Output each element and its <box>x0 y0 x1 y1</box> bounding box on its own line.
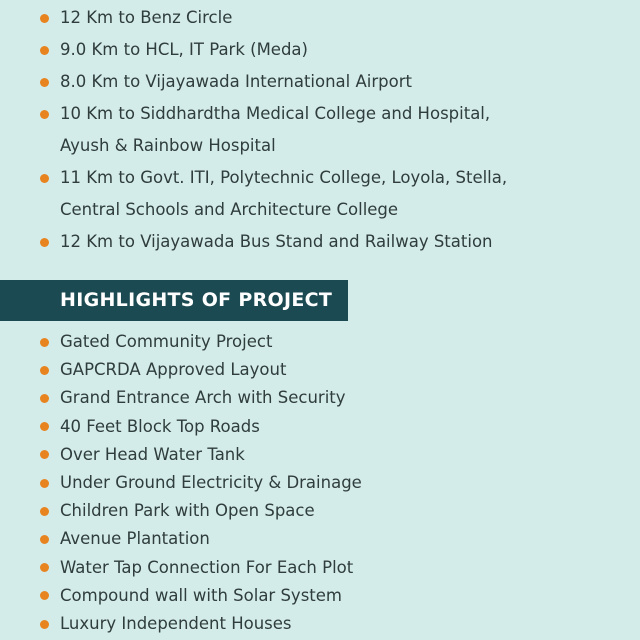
highlight-item-text: Over Head Water Tank <box>60 444 245 464</box>
bullet-dot-icon <box>40 46 49 55</box>
connectivity-item <box>60 34 507 66</box>
connectivity-item-text-continued: Central Schools and Architecture College <box>60 200 399 219</box>
highlight-item <box>60 610 362 638</box>
highlights-list <box>60 328 362 638</box>
connectivity-item-text: 12 Km to Benz Circle <box>60 8 233 27</box>
highlights-heading-bar <box>0 280 348 321</box>
connectivity-item <box>60 66 507 98</box>
highlight-item-text: GAPCRDA Approved Layout <box>60 360 287 380</box>
highlight-item-text: Avenue Plantation <box>60 529 210 549</box>
connectivity-item-text: 8.0 Km to Vijayawada International Airport <box>60 72 412 91</box>
connectivity-item-text-continued: Ayush & Rainbow Hospital <box>60 136 276 155</box>
connectivity-item <box>60 2 507 34</box>
highlight-item <box>60 497 362 525</box>
bullet-dot-icon <box>40 563 49 572</box>
bullet-dot-icon <box>40 591 49 600</box>
bullet-dot-icon <box>40 450 49 459</box>
connectivity-item <box>60 162 507 226</box>
bullet-dot-icon <box>40 110 49 119</box>
bullet-dot-icon <box>40 394 49 403</box>
bullet-dot-icon <box>40 620 49 629</box>
highlight-item <box>60 469 362 497</box>
bullet-dot-icon <box>40 78 49 87</box>
highlight-item <box>60 328 362 356</box>
bullet-dot-icon <box>40 507 49 516</box>
connectivity-list <box>60 2 507 258</box>
connectivity-item-text: 12 Km to Vijayawada Bus Stand and Railway Station <box>60 232 493 251</box>
highlight-item <box>60 384 362 412</box>
highlight-item <box>60 525 362 553</box>
highlight-item <box>60 441 362 469</box>
highlights-heading: HIGHLIGHTS OF PROJECT <box>60 289 333 311</box>
connectivity-item-text: 9.0 Km to HCL, IT Park (Meda) <box>60 40 308 59</box>
highlight-item-text: Children Park with Open Space <box>60 501 315 521</box>
highlight-item-text: Grand Entrance Arch with Security <box>60 388 346 408</box>
bullet-dot-icon <box>40 14 49 23</box>
highlight-item <box>60 554 362 582</box>
connectivity-item-text: 10 Km to Siddhardtha Medical College and Hospital, <box>60 104 491 123</box>
connectivity-item <box>60 226 507 258</box>
highlight-item-text: Luxury Independent Houses <box>60 614 292 634</box>
connectivity-item-text: 11 Km to Govt. ITI, Polytechnic College, Loyola, Stella, <box>60 168 508 187</box>
bullet-dot-icon <box>40 338 49 347</box>
highlight-item <box>60 356 362 384</box>
highlight-item <box>60 413 362 441</box>
highlight-item-text: 40 Feet Block Top Roads <box>60 416 260 436</box>
bullet-dot-icon <box>40 479 49 488</box>
highlight-item-text: Under Ground Electricity & Drainage <box>60 473 362 493</box>
bullet-dot-icon <box>40 422 49 431</box>
bullet-dot-icon <box>40 366 49 375</box>
connectivity-item <box>60 98 507 162</box>
bullet-dot-icon <box>40 174 49 183</box>
highlight-item-text: Compound wall with Solar System <box>60 585 342 605</box>
bullet-dot-icon <box>40 238 49 247</box>
bullet-dot-icon <box>40 535 49 544</box>
highlight-item-text: Gated Community Project <box>60 332 273 351</box>
highlight-item-text: Water Tap Connection For Each Plot <box>60 557 354 577</box>
highlight-item <box>60 582 362 610</box>
